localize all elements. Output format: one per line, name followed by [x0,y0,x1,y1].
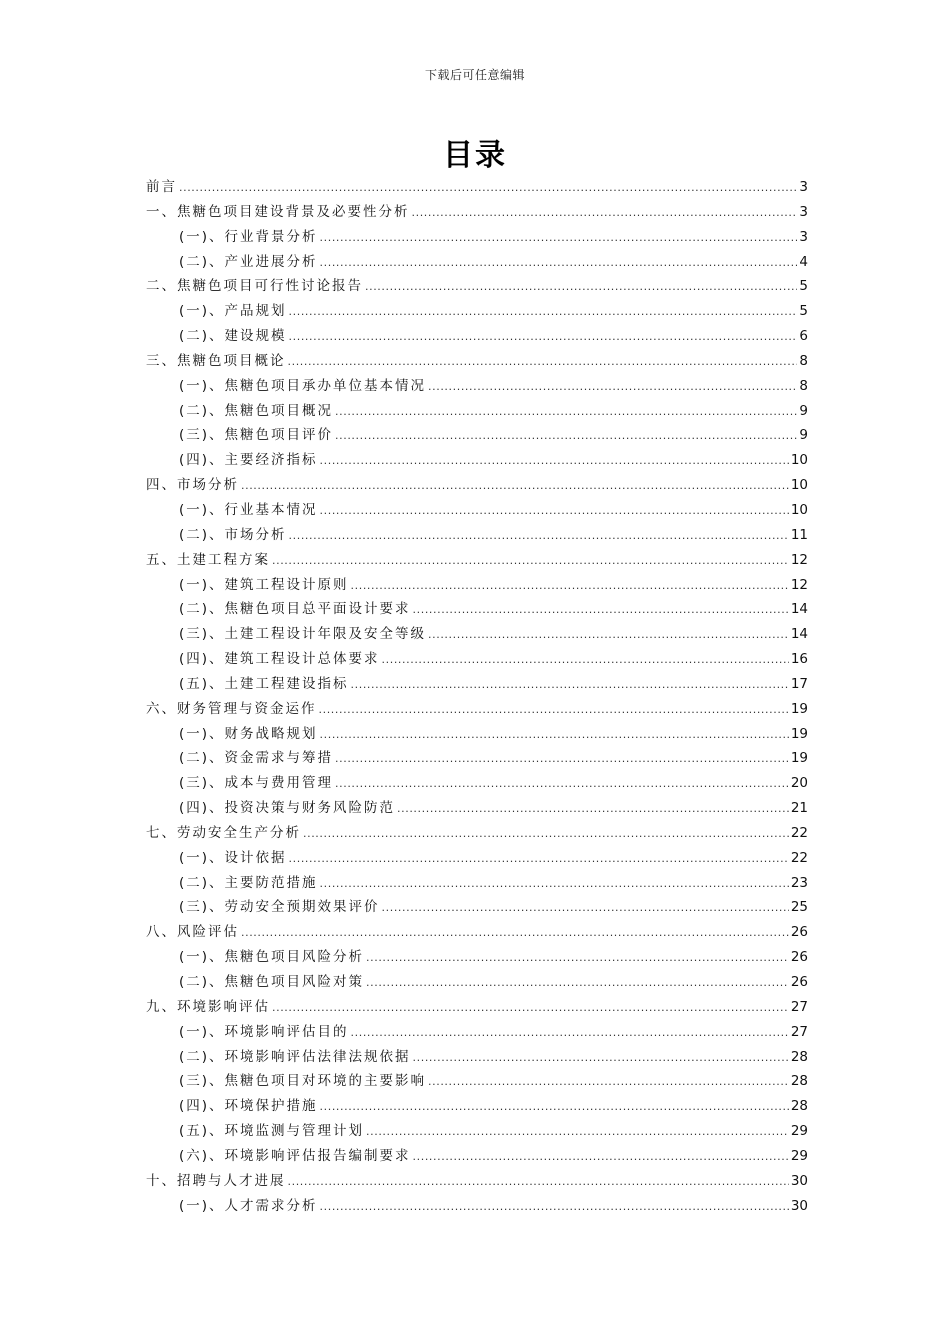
dot-leader [289,523,789,549]
dot-leader [365,274,797,300]
toc-subentry[interactable] [146,1194,808,1219]
toc-entry-label: (二)、焦糖色项目总平面设计要求 [179,601,411,618]
toc-page-number: 3 [799,179,808,195]
toc-page-number: 11 [790,526,808,543]
toc-entry-label: (一)、行业基本情况 [179,501,318,518]
toc-subentry[interactable] [146,1045,808,1070]
toc-entry-label: (二)、市场分析 [179,526,287,543]
toc-entry-label: (一)、人才需求分析 [179,1197,318,1214]
dot-leader [382,895,789,921]
toc-page-number: 8 [799,377,808,394]
toc-entry-label: (四)、环境保护措施 [179,1098,318,1115]
toc-subentry[interactable] [146,895,808,920]
toc-subentry[interactable] [146,448,808,473]
toc-page-number: 29 [790,1123,808,1140]
dot-leader [320,250,798,276]
dot-leader [289,299,798,325]
toc-subentry[interactable] [146,597,808,622]
toc-page-number: 16 [790,651,808,668]
toc-entry-label: 前言 [146,179,177,195]
toc-entry-label: (一)、焦糖色项目风险分析 [179,949,365,966]
toc-page-number: 4 [799,253,808,270]
toc-subentry[interactable] [146,573,808,598]
toc-page-number: 3 [799,203,808,220]
dot-leader [382,647,789,673]
toc-page-number: 9 [799,402,808,419]
dot-leader [413,597,789,623]
toc-entry-label: 一、焦糖色项目建设背景及必要性分析 [146,203,410,220]
toc-subentry[interactable] [146,1094,808,1119]
dot-leader [428,374,797,400]
dot-leader [351,573,789,599]
dot-leader [428,1069,789,1095]
toc-page-number: 17 [790,675,808,692]
toc-page-number: 26 [790,974,808,990]
dot-leader [320,225,798,251]
dot-leader [366,970,789,996]
toc-page-number: 12 [790,551,808,568]
toc-page-number: 26 [790,949,808,966]
toc-subentry[interactable] [146,722,808,747]
toc-entry-label: (二)、焦糖色项目概况 [179,402,334,419]
dot-leader [289,846,789,872]
toc-page-number: 27 [790,998,808,1015]
toc-subentry[interactable] [146,1020,808,1045]
toc-entry[interactable] [146,821,808,846]
toc-subentry[interactable] [146,523,808,548]
toc-entry-label: (二)、资金需求与筹措 [179,750,334,767]
toc-entry-label: (一)、建筑工程设计原则 [179,576,349,593]
toc-entry-label: 三、焦糖色项目概论 [146,352,286,369]
dot-leader [320,1094,789,1120]
dot-leader [320,722,789,748]
toc-entry-label: 七、劳动安全生产分析 [146,824,301,841]
toc-entry-label: (二)、焦糖色项目风险对策 [179,974,365,990]
toc-page-number: 25 [790,899,808,916]
toc-subentry[interactable] [146,672,808,697]
toc-entry-label: (六)、环境影响评估报告编制要求 [179,1147,411,1164]
toc-entry-label: (三)、土建工程设计年限及安全等级 [179,626,427,643]
dot-leader [335,423,797,449]
toc-page-number: 28 [790,1048,808,1065]
toc-page-number: 22 [790,849,808,866]
toc-entry-label: (一)、财务战略规划 [179,725,318,742]
toc-page-number: 20 [790,775,808,792]
toc-entry-label: (一)、环境影响评估目的 [179,1023,349,1040]
toc-subentry[interactable] [146,647,808,672]
toc-page-number: 19 [790,700,808,717]
toc-entry-label: 四、市场分析 [146,477,239,494]
toc-subentry[interactable] [146,423,808,448]
dot-leader [366,945,789,971]
toc-page-number: 10 [790,452,808,469]
dot-leader [412,200,798,226]
toc-subentry[interactable] [146,1119,808,1144]
dot-leader [272,995,789,1021]
toc-entry[interactable] [146,473,808,498]
dot-leader [272,548,789,574]
toc-page-number: 9 [799,427,808,444]
toc-page-number: 28 [790,1073,808,1090]
toc-page-number: 30 [790,1172,808,1189]
toc-entry-label: (四)、建筑工程设计总体要求 [179,651,380,668]
toc-page-number: 23 [790,874,808,891]
toc-page-number: 27 [790,1023,808,1040]
toc-entry-label: (五)、环境监测与管理计划 [179,1123,365,1140]
toc-entry-label: (四)、投资决策与财务风险防范 [179,800,396,817]
dot-leader [335,399,797,425]
toc-page-number: 19 [790,725,808,742]
dot-leader [320,448,789,474]
toc-entry-label: 八、风险评估 [146,924,239,941]
dot-leader [320,1194,789,1220]
toc-subentry[interactable] [146,374,808,399]
dot-leader [428,622,789,648]
dot-leader [241,473,789,499]
toc-subentry[interactable] [146,746,808,771]
toc-entry-label: (一)、焦糖色项目承办单位基本情况 [179,377,427,394]
toc-page-number: 21 [790,800,808,817]
dot-leader [397,796,789,822]
dot-leader [351,1020,789,1046]
toc-page-number: 6 [799,328,808,345]
toc-entry-label: (三)、成本与费用管理 [179,775,334,792]
toc-entry-label: 五、土建工程方案 [146,551,270,568]
toc-page-number: 28 [790,1098,808,1115]
toc-subentry[interactable] [146,871,808,896]
toc-entry-label: (五)、土建工程建设指标 [179,675,349,692]
toc-subentry[interactable] [146,1069,808,1094]
dot-leader [319,697,789,723]
toc-entry[interactable] [146,548,808,573]
page-header: 下载后可任意编辑 [424,68,525,82]
dot-leader [179,175,797,201]
toc-entry[interactable] [146,274,808,299]
dot-leader [241,920,789,946]
toc-page-number: 14 [790,601,808,618]
toc-page-number: 5 [799,303,808,320]
toc-page-number: 22 [790,824,808,841]
toc-subentry[interactable] [146,1144,808,1169]
toc-entry-label: (二)、产业进展分析 [179,253,318,270]
dot-leader [320,498,789,524]
toc-subentry[interactable] [146,250,808,275]
toc-subentry[interactable] [146,970,808,995]
toc-subentry[interactable] [146,299,808,324]
toc-subentry[interactable] [146,399,808,424]
toc-entry-label: (二)、建设规模 [179,328,287,345]
dot-leader [351,672,789,698]
toc-subentry[interactable] [146,771,808,796]
toc-entry-label: (四)、主要经济指标 [179,452,318,469]
toc-entry-label: 十、招聘与人才进展 [146,1172,286,1189]
dot-leader [413,1045,789,1071]
toc-page-number: 5 [799,278,808,295]
dot-leader [288,1169,789,1195]
toc-page-number: 3 [799,228,808,245]
toc-entry[interactable] [146,920,808,945]
toc-subentry[interactable] [146,498,808,523]
toc-entry-label: 二、焦糖色项目可行性讨论报告 [146,278,363,295]
toc-entry[interactable] [146,200,808,225]
toc-page-number: 29 [790,1147,808,1164]
toc-entry-label: (二)、环境影响评估法律法规依据 [179,1048,411,1065]
table-of-contents [146,175,808,1218]
toc-entry-label: 六、财务管理与资金运作 [146,700,317,717]
toc-entry-label: 九、环境影响评估 [146,998,270,1015]
toc-subentry[interactable] [146,796,808,821]
toc-entry-label: (三)、焦糖色项目对环境的主要影响 [179,1073,427,1090]
toc-page-number: 10 [790,477,808,494]
toc-entry-label: (三)、焦糖色项目评价 [179,427,334,444]
toc-subentry[interactable] [146,324,808,349]
toc-entry[interactable] [146,697,808,722]
toc-page-number: 10 [790,501,808,518]
toc-entry-label: (一)、产品规划 [179,303,287,320]
toc-subentry[interactable] [146,846,808,871]
toc-entry-label: (二)、主要防范措施 [179,874,318,891]
dot-leader [320,871,789,897]
toc-entry-label: (三)、劳动安全预期效果评价 [179,899,380,916]
toc-entry[interactable] [146,1169,808,1194]
toc-page-number: 12 [790,576,808,593]
dot-leader [289,324,798,350]
toc-entry[interactable] [146,995,808,1020]
toc-page-number: 19 [790,750,808,767]
toc-page-number: 14 [790,626,808,643]
toc-entry[interactable] [146,175,808,200]
dot-leader [366,1119,789,1145]
dot-leader [413,1144,789,1170]
toc-subentry[interactable] [146,945,808,970]
page-title: 目录 [443,138,507,173]
dot-leader [335,746,789,772]
dot-leader [288,349,798,375]
toc-subentry[interactable] [146,225,808,250]
toc-entry[interactable] [146,349,808,374]
toc-entry-label: (一)、设计依据 [179,849,287,866]
toc-page-number: 8 [799,352,808,369]
toc-page-number: 26 [790,924,808,941]
dot-leader [303,821,789,847]
dot-leader [335,771,789,797]
toc-page-number: 30 [790,1197,808,1214]
toc-subentry[interactable] [146,622,808,647]
toc-entry-label: (一)、行业背景分析 [179,228,318,245]
